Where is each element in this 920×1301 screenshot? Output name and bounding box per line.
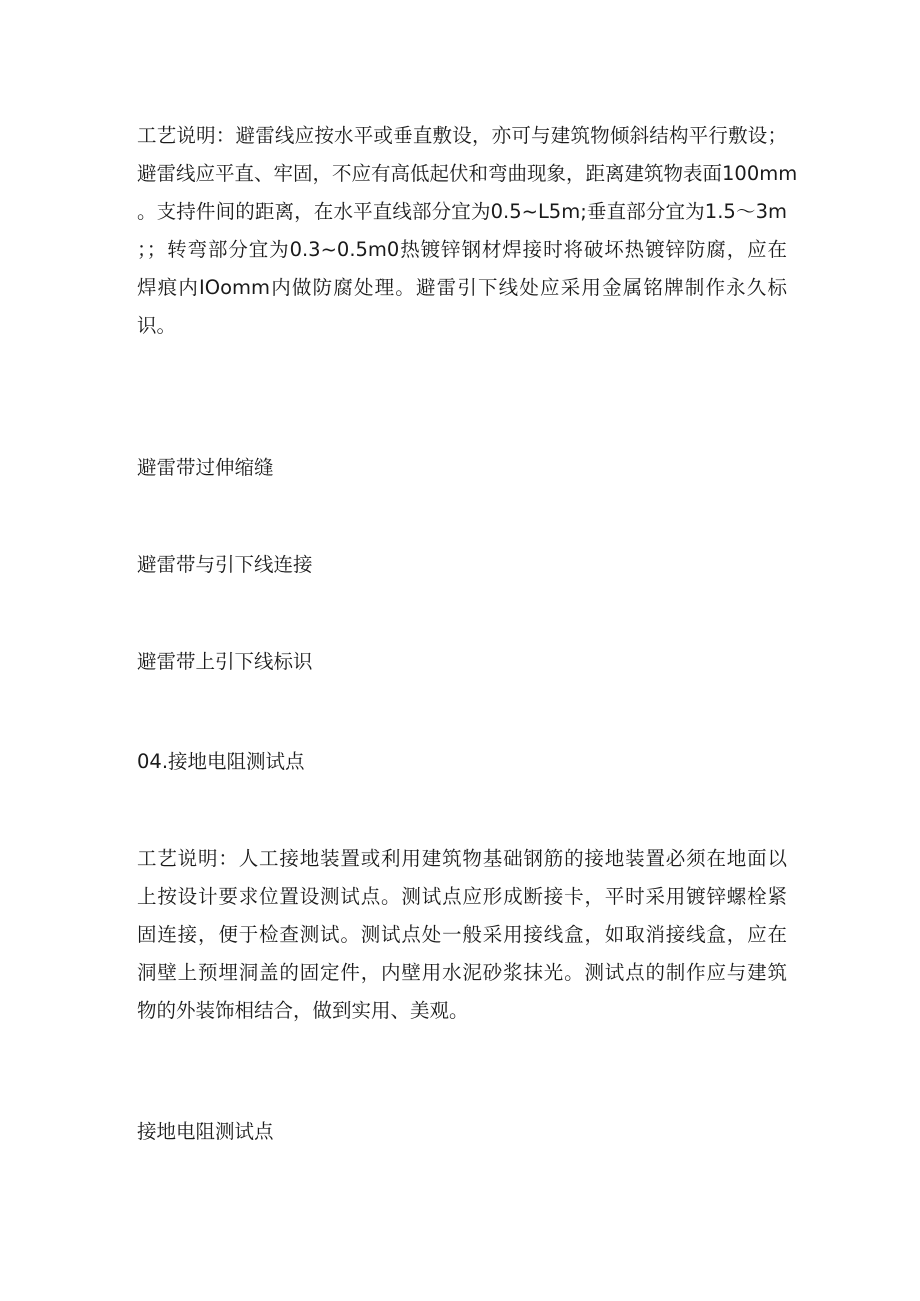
caption-test-point: 接地电阻测试点 <box>137 1120 274 1143</box>
section-heading: 04.接地电阻测试点 <box>137 750 305 773</box>
paragraph-line: 焊痕内IOomm内做防腐处理。避雷引下线处应采用金属铭牌制作永久标 <box>137 276 787 299</box>
paragraph-line: 洞壁上预埋洞盖的固定件，内壁用水泥砂浆抹光。测试点的制作应与建筑 <box>137 961 787 984</box>
paragraph-line: 工艺说明：人工接地装置或利用建筑物基础钢筋的接地装置必须在地面以 <box>137 847 787 870</box>
caption-downlead-connection: 避雷带与引下线连接 <box>137 553 313 576</box>
paragraph-line: 识。 <box>137 314 177 337</box>
process-description-test-point <box>137 840 787 1030</box>
paragraph-line: ；；转弯部分宜为0.3~0.5m0热镀锌钢材焊接时将破坏热镀锌防腐，应在 <box>137 238 787 261</box>
paragraph-line: 上按设计要求位置设测试点。测试点应形成断接卡，平时采用镀锌螺栓紧 <box>137 885 787 908</box>
process-description-lightning-line <box>137 117 798 345</box>
caption-downlead-marking: 避雷带上引下线标识 <box>137 650 313 673</box>
paragraph-line: 。支持件间的距离，在水平直线部分宜为0.5~L5m;垂直部分宜为1.5～3m <box>137 200 787 223</box>
paragraph-line: 物的外装饰相结合，做到实用、美观。 <box>137 999 469 1022</box>
paragraph-line: 避雷线应平直、牢固，不应有高低起伏和弯曲现象，距离建筑物表面100mm <box>137 162 798 185</box>
paragraph-line: 固连接，便于检查测试。测试点处一般采用接线盒，如取消接线盒，应在 <box>137 923 787 946</box>
caption-expansion-joint: 避雷带过伸缩缝 <box>137 456 274 479</box>
paragraph-line: 工艺说明：避雷线应按水平或垂直敷设，亦可与建筑物倾斜结构平行敷设； <box>137 124 787 147</box>
